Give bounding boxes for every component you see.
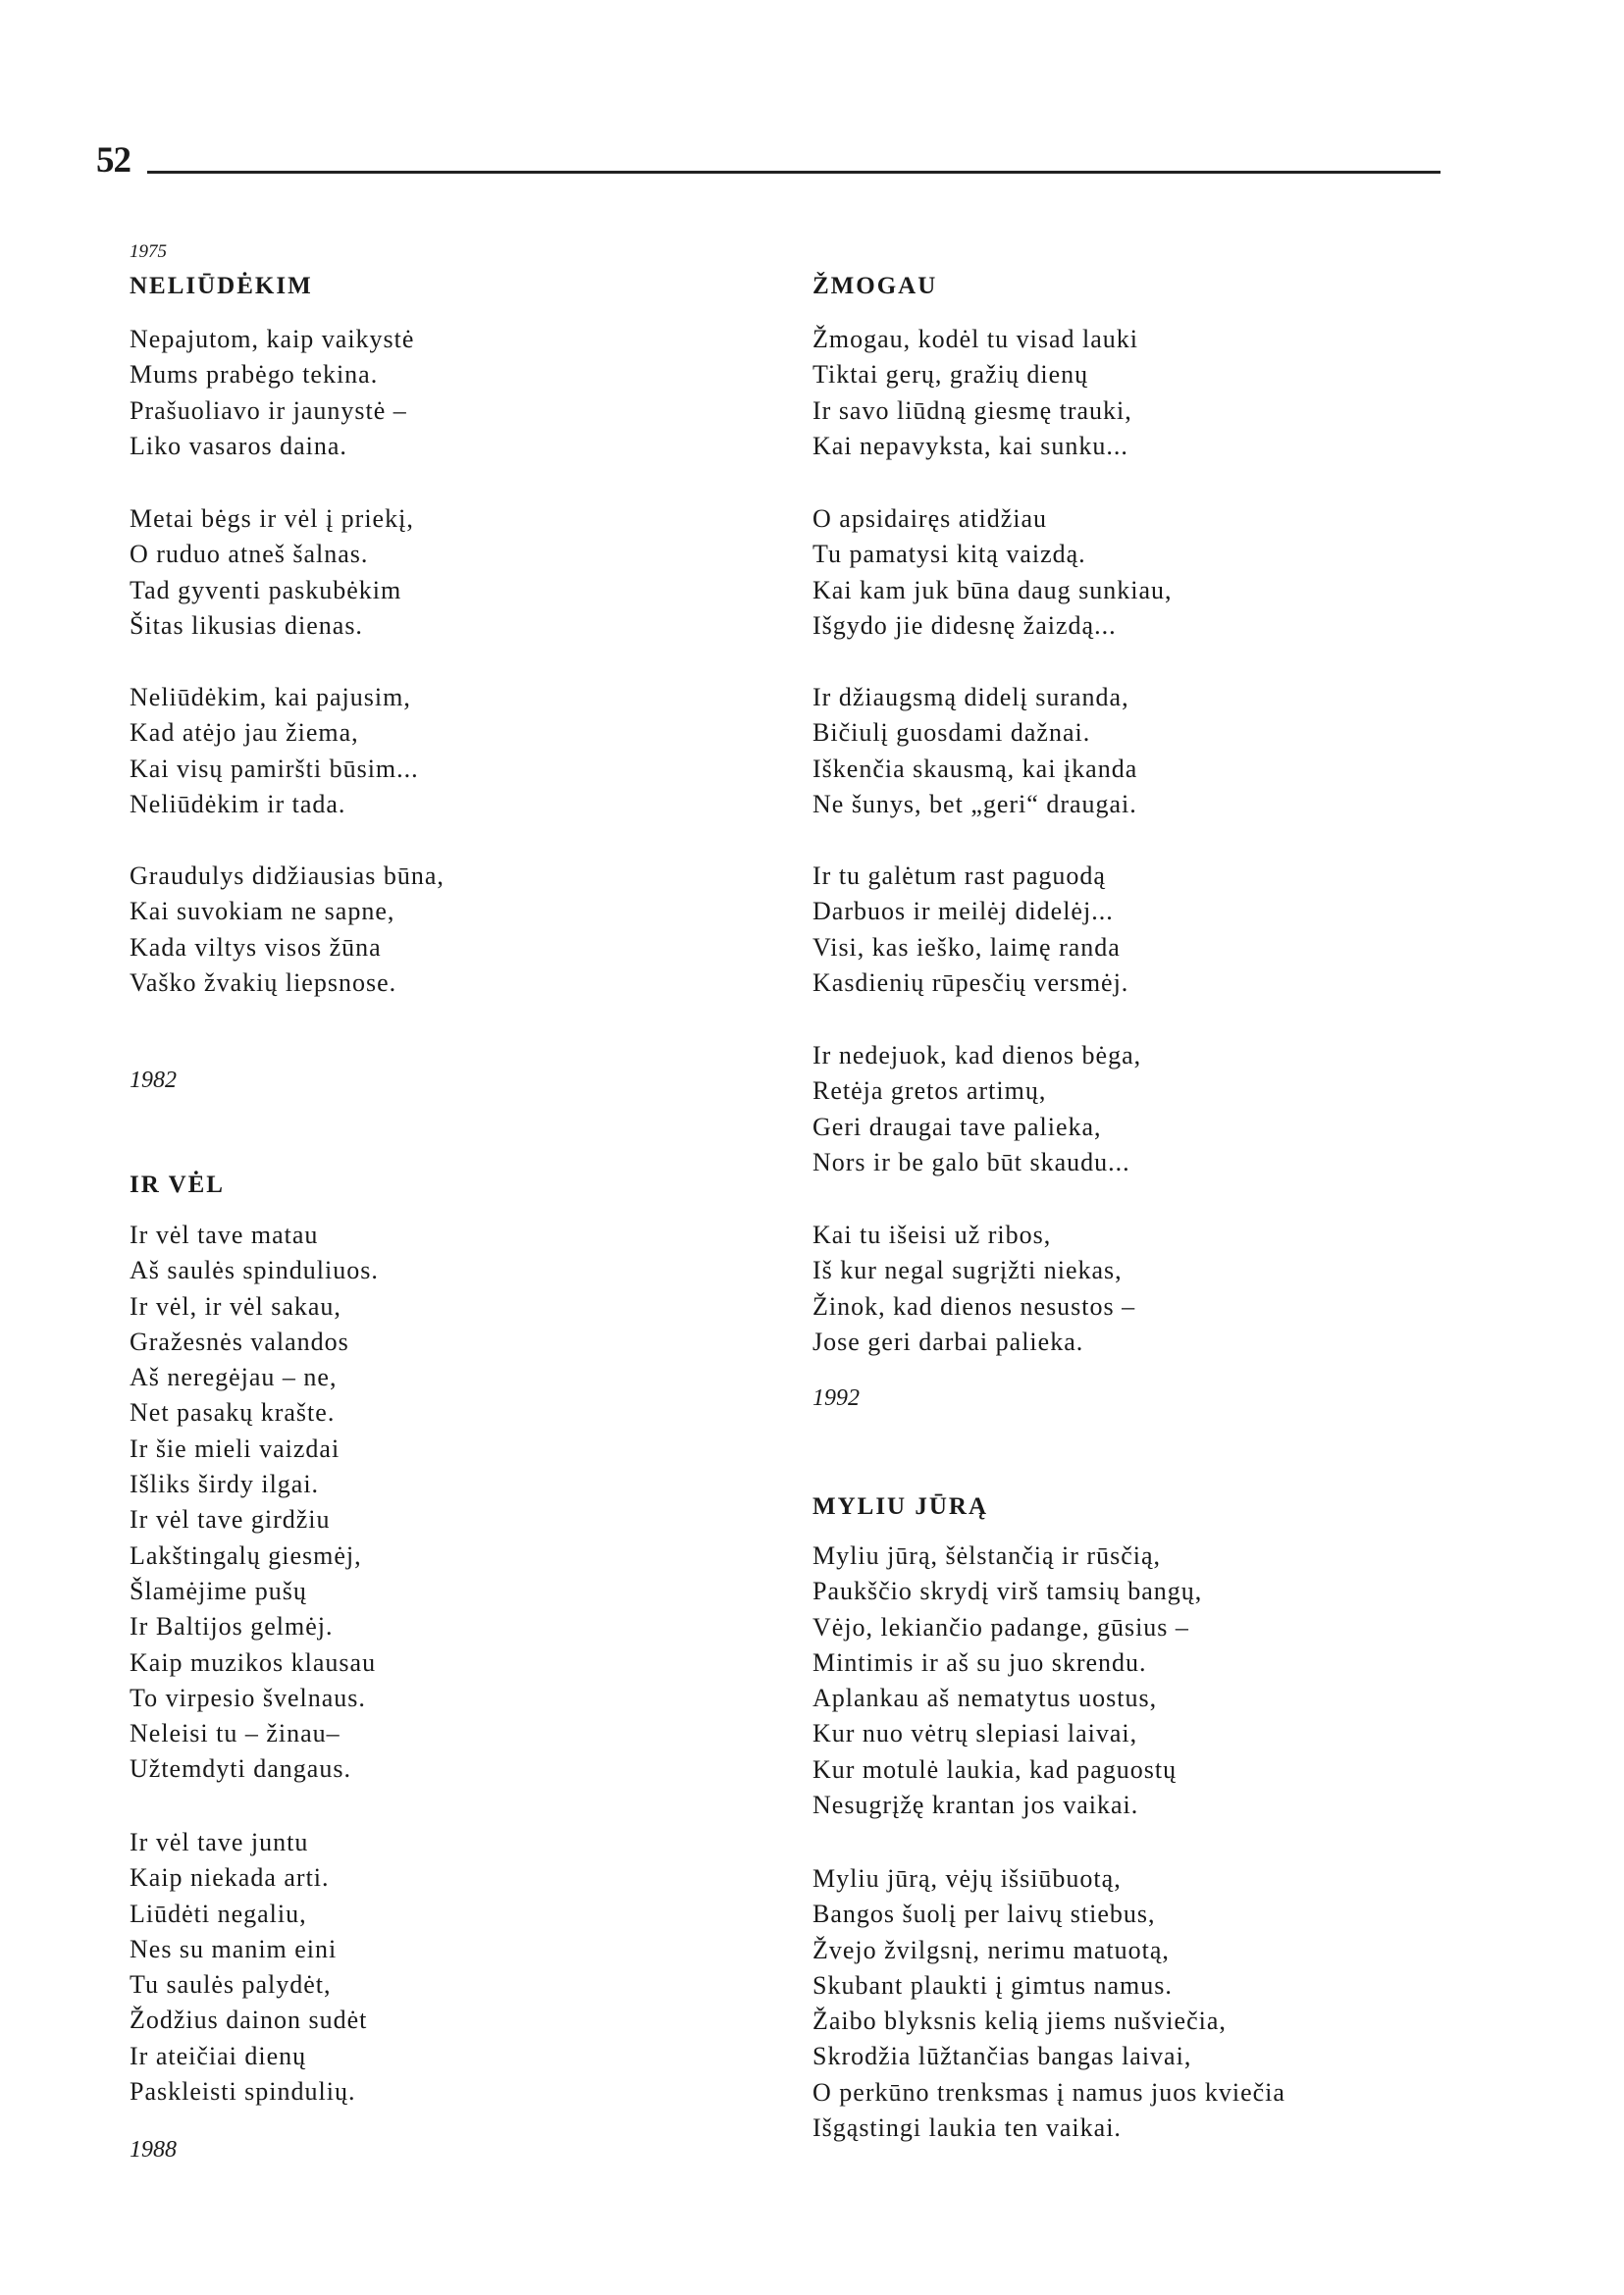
verse-line: Žvejo žvilgsnį, nerimu matuotą, [812, 1935, 1170, 1964]
verse-line: Tu pamatysi kitą vaizdą. [812, 540, 1086, 569]
verse-line: Jose geri darbai palieka. [812, 1327, 1084, 1356]
verse-line: Ir džiaugsmą didelį suranda, [812, 683, 1129, 711]
verse-line: Ir vėl tave juntu [130, 1828, 309, 1856]
verse-line: Šlamėjime pušų [130, 1576, 307, 1605]
verse-line: Kad atėjo jau žiema, [130, 718, 359, 748]
stanza [130, 1218, 379, 1788]
verse-line: Neliūdėkim ir tada. [130, 789, 346, 818]
verse-line: Ne šunys, bet „geri“ draugai. [812, 789, 1137, 818]
stanza [812, 1539, 1202, 1823]
verse-line: Išgydo jie didesnę žaizdą... [812, 610, 1117, 640]
poem-title: ŽMOGAU [812, 273, 938, 299]
verse-line: Bičiulį guosdami dažnai. [812, 718, 1091, 748]
verse-line: O apsidairęs atidžiau [812, 504, 1048, 533]
poem-year: 1975 [130, 241, 167, 262]
verse-line: Ir vėl tave girdžiu [130, 1505, 331, 1535]
verse-line: Kur nuo vėtrų slepiasi laivai, [812, 1719, 1138, 1748]
verse-line: Myliu jūrą, vėjų išsiūbuotą, [812, 1864, 1122, 1893]
verse-line: Žmogau, kodėl tu visad lauki [812, 325, 1139, 353]
verse-line: Bangos šuolį per laivų stiebus, [812, 1900, 1156, 1929]
verse-line: Metai bėgs ir vėl į priekį, [130, 504, 414, 533]
verse-line: Mintimis ir aš su juo skrendu. [812, 1647, 1147, 1677]
verse-line: Nepajutom, kaip vaikystė [130, 325, 415, 353]
verse-line: Net pasakų krašte. [130, 1398, 336, 1428]
verse-line: To virpesio švelnaus. [130, 1683, 366, 1712]
verse-line: Skrodžia lūžtančias bangas laivai, [812, 2042, 1192, 2071]
verse-line: Nesugrįžę krantan jos vaikai. [812, 1791, 1139, 1820]
verse-line: Darbuos ir meilėj didelėj... [812, 897, 1114, 926]
verse-line: Ir tu galėtum rast paguodą [812, 861, 1106, 890]
verse-line: Neleisi tu – žinau– [130, 1719, 341, 1748]
verse-line: Iš kur negal sugrįžti niekas, [812, 1256, 1123, 1285]
stanza [130, 859, 445, 1001]
poem-year: 1992 [812, 1385, 860, 1411]
verse-line: Nors ir be galo būt skaudu... [812, 1147, 1130, 1176]
verse-line: Liko vasaros daina. [130, 431, 347, 460]
verse-line: Mums prabėgo tekina. [130, 360, 379, 390]
stanza [130, 680, 419, 822]
verse-line: Ir ateičiai dienų [130, 2041, 307, 2070]
stanza [812, 322, 1138, 464]
verse-line: Nes su manim eini [130, 1934, 338, 1963]
verse-line: Skubant plaukti į gimtus namus. [812, 1970, 1173, 2000]
stanza [812, 1218, 1135, 1360]
verse-line: Paskleisti spindulių. [130, 2077, 356, 2107]
verse-line: Prašuoliavo ir jaunystė – [130, 395, 407, 425]
verse-line: Neliūdėkim, kai pajusim, [130, 683, 411, 711]
verse-line: Kai kam juk būna daug sunkiau, [812, 575, 1173, 604]
poem-year: 1982 [130, 1068, 177, 1093]
verse-line: Žinok, kad dienos nesustos – [812, 1291, 1136, 1321]
stanza [812, 1861, 1285, 2146]
verse-line: Retėja gretos artimų, [812, 1076, 1047, 1106]
verse-line: Lakštingalų giesmėj, [130, 1540, 362, 1570]
verse-line: Kasdienių rūpesčių versmėj. [812, 967, 1129, 997]
verse-line: Šitas likusias dienas. [130, 610, 363, 640]
verse-line: Iškenčia skausmą, kai įkanda [812, 754, 1138, 783]
verse-line: Ir Baltijos gelmėj. [130, 1612, 334, 1642]
verse-line: Visi, kas ieško, laimę randa [812, 932, 1121, 962]
verse-line: Geri draugai tave palieka, [812, 1112, 1102, 1141]
verse-line: Kai nepavyksta, kai sunku... [812, 431, 1128, 460]
poem-title: NELIŪDĖKIM [130, 273, 313, 299]
stanza [130, 1825, 367, 2110]
verse-line: Tiktai gerų, gražių dienų [812, 360, 1089, 390]
verse-line: Vėjo, lekiančio padange, gūsius – [812, 1612, 1189, 1642]
verse-line: Myliu jūrą, šėlstančią ir rūsčią, [812, 1541, 1162, 1570]
verse-line: Kai visų pamiršti būsim... [130, 754, 419, 783]
verse-line: Paukščio skrydį virš tamsių bangų, [812, 1577, 1203, 1606]
verse-line: O perkūno trenksmas į namus juos kviečia [812, 2077, 1285, 2107]
verse-line: Kaip niekada arti. [130, 1863, 330, 1893]
verse-line: Tu saulės palydėt, [130, 1970, 332, 2000]
verse-line: Graudulys didžiausias būna, [130, 861, 445, 890]
verse-line: Išgąstingi laukia ten vaikai. [812, 2113, 1122, 2143]
verse-line: Tad gyventi paskubėkim [130, 575, 402, 604]
verse-line: Gražesnės valandos [130, 1327, 349, 1356]
verse-line: Aš neregėjau – ne, [130, 1363, 338, 1392]
verse-line: Liūdėti negaliu, [130, 1899, 307, 1928]
verse-line: Ir vėl tave matau [130, 1221, 319, 1249]
verse-line: Aplankau aš nematytus uostus, [812, 1684, 1158, 1713]
header-rule [147, 171, 1441, 174]
verse-line: Kai tu išeisi už ribos, [812, 1221, 1052, 1249]
stanza [812, 1038, 1141, 1180]
stanza [130, 501, 414, 644]
stanza [812, 680, 1137, 822]
poem-title: MYLIU JŪRĄ [812, 1493, 989, 1520]
poem-year: 1988 [130, 2137, 177, 2163]
verse-line: Kai suvokiam ne sapne, [130, 897, 395, 926]
verse-line: Ir savo liūdną giesmę trauki, [812, 395, 1132, 425]
verse-line: Ir nedejuok, kad dienos bėga, [812, 1041, 1142, 1069]
poem-title: IR VĖL [130, 1172, 225, 1198]
verse-line: Kada viltys visos žūna [130, 932, 382, 962]
page-number: 52 [96, 140, 131, 181]
stanza [130, 322, 414, 464]
verse-line: Kur motulė laukia, kad paguostų [812, 1754, 1178, 1784]
verse-line: Žaibo blyksnis kelią jiems nušviečia, [812, 2007, 1227, 2036]
verse-line: Išliks širdy ilgai. [130, 1470, 320, 1499]
verse-line: Užtemdyti dangaus. [130, 1754, 351, 1784]
verse-line: Aš saulės spinduliuos. [130, 1256, 379, 1285]
verse-line: Kaip muzikos klausau [130, 1647, 377, 1677]
verse-line: Žodžius dainon sudėt [130, 2006, 368, 2035]
verse-line: O ruduo atneš šalnas. [130, 540, 369, 569]
verse-line: Ir vėl, ir vėl sakau, [130, 1291, 341, 1321]
verse-line: Ir šie mieli vaizdai [130, 1434, 341, 1463]
stanza [812, 501, 1173, 644]
verse-line: Vaško žvakių liepsnose. [130, 967, 397, 997]
stanza [812, 859, 1128, 1001]
